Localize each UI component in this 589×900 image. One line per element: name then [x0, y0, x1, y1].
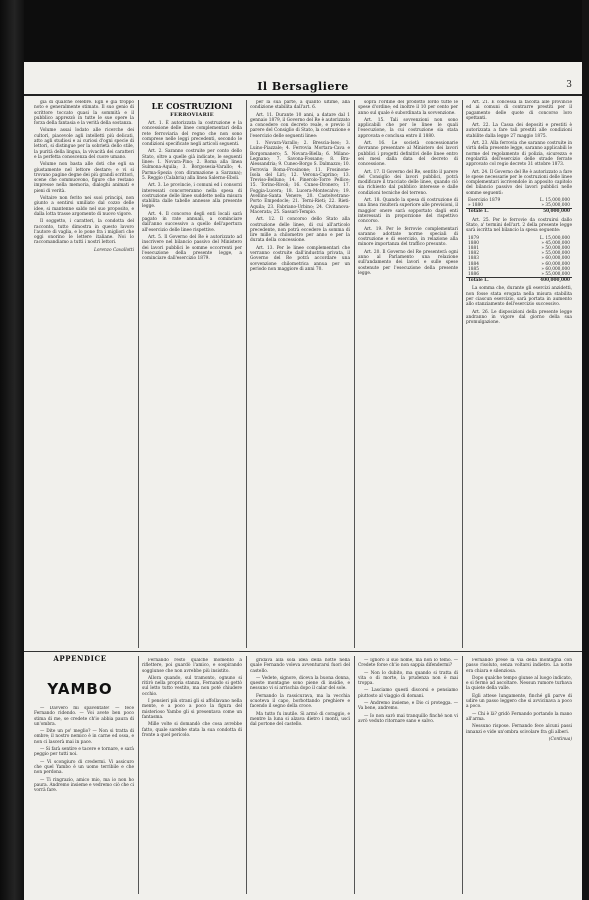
column-1: [34, 100, 134, 648]
column-2-paragraph: Art. 3. Le provincie, i comuni ed i consorzi interessati concorreranno nella spesa di costruzione delle linee suddette nella misura stabilita dalle tabelle annesse alla presente legge.: [142, 183, 242, 210]
column-1-paragraph: Volume assai lodato alle ricerche dei cultori, piacevole agli intelletti più delicati, atto agli studiosi e ai curiosi d'ogni specie di lettori, si distingue per la sobrietà dello stile, la purità della lingua, la vivacità dei caratteri e la perfetta conoscenza del cuore umano.: [34, 128, 134, 160]
table-cell-year: 1880: [468, 240, 479, 246]
serial-paragraph: gridava alla sola idea della notte nella quale Fernando voleva avventurarsi fuori del castello.: [250, 658, 350, 674]
appendix-label: APPENDICE: [53, 654, 107, 663]
continued-note: (Continua): [548, 736, 572, 742]
table-cell-year: 1883: [468, 256, 479, 262]
serial-paragraph: I pensieri più strani gli si affollavano nella mente, e a poco a poco la figura del misterioso Yambo gli si presentava come un fantasma.: [142, 699, 242, 720]
budget-table-a: [466, 198, 572, 215]
table-cell-year: 1881: [468, 245, 479, 251]
column-4-paragraph: Art. 19. Per le ferrovie complementari saranno adottate norme speciali di costruzione e di esercizio, in relazione alla minore importanza del traffico presunto.: [358, 226, 458, 248]
appendix-rule: [24, 651, 582, 652]
serial-paragraph: — Dite un po' meglio? — Non si tratta di ombre; il nostro nemico è in carne ed ossa, e non ci lascerà mai in pace.: [34, 729, 134, 745]
serial-column-5: [466, 658, 572, 894]
column-5-paragraph: Art. 26. Le disposizioni della presente legge andranno in vigore dal giorno della sua promulgazione.: [466, 309, 572, 326]
column-3-paragraph: Art. 12. Il concorso dello Stato alla costruzione delle linee, di cui all'articolo precedente, non potrà eccedere la somma di lire mille a chilometro per anno e per la durata della concessione.: [250, 217, 350, 244]
column-divider: [246, 656, 247, 894]
masthead-rule: [24, 94, 582, 96]
table-cell-amount: » 55,000,000: [541, 251, 570, 257]
column-4-paragraph: Art. 20. Il Governo del Re presenterà ogni anno al Parlamento una relazione sull'andamento dei lavori e sulle spese sostenute per l'esecuzione della presente legge.: [358, 249, 458, 276]
article-subheading: FERROVIARIE: [170, 112, 214, 118]
table-cell-amount: » 60,000,000: [541, 266, 570, 272]
serial-column-3: [250, 658, 350, 894]
book-binding: [0, 0, 24, 900]
table-cell-amount: » 60,000,000: [541, 261, 570, 267]
serial-column-1: [34, 706, 134, 894]
column-divider: [138, 656, 139, 894]
masthead-title: Il Bersagliere: [257, 80, 349, 93]
table-total-value: 400,000,000: [510, 278, 572, 284]
table-cell-year: 1879: [468, 235, 479, 241]
column-4-paragraph: Art. 17. Il Governo del Re, sentito il parere del Consiglio dei lavori pubblici, potrà modificare il tracciato delle linee, quando ciò sia richiesto dal pubblico interesse e dalle condizioni tecniche del terreno.: [358, 169, 458, 196]
serial-paragraph: — Ti ringrazio, amico mio, ma io non ho paura. Andremo insieme e vedremo ciò che ci vorrà fare.: [34, 777, 134, 794]
column-4: [358, 100, 458, 648]
article-heading: LE COSTRUZIONI: [151, 101, 233, 111]
serial-paragraph: — Lasciamo questi discorsi e pensiamo piuttosto al viaggio di domani.: [358, 688, 458, 699]
column-divider: [246, 100, 247, 648]
serial-paragraph: — Vedete, signore, diceva la buona donna, queste montagne sono piene di insidie, e nessuno vi si arrischia dopo il calar del sole.: [250, 675, 350, 692]
column-divider: [354, 656, 355, 894]
table-total-row: [466, 278, 572, 284]
table-cell-year: » 1880: [468, 203, 483, 209]
table-cell-year: Esercizio 1879: [468, 198, 501, 204]
serial-paragraph: Mille volte si domandò che cosa avrebbe fatto, quale sarebbe stata la sua condotta di fronte a quel pericolo.: [142, 722, 242, 738]
column-3-paragraph: 1. Novara-Varallo; 2. Brescia-Iseo; 3. Luino-Piazzale; 4. Ferrovia Mortara-Cava e Borgomanero; 5. Novara-Biella; 6. Milano-Legnano; 7. Savona-Fossano; 8. Bra-Alessandria; 9. Cuneo-Borgo S. Dalmazzo; 10. Ferrovia Roma-Frosinone; 11. Frosinone-Isola del Liri; 12. Verona-Caprino; 13. Treviso-Belluno; 14. Pinerolo-Torre Pellice; 15. Torino-Rivoli; 16. Cuneo-Dronero; 17. Foggia-Lucera; 18. Lucera-Montecalvo; 19. Avellino-Santa Venere; 20. Castelvetrano-Porto Empedocle; 21. Terni-Rieti; 22. Rieti-Aquila; 23. Fabriano-Urbino; 24. Civitanova-Macerata; 25. Sassari-Tempio.: [250, 141, 350, 215]
column-3: [250, 100, 350, 648]
serial-paragraph: — Chi è là? gridò Fernando portando la mano all'arma.: [466, 711, 572, 722]
column-1-paragraph: Volume non basta alle doti che egli sa giustamente nel lettore destare; e vi si trovano pagine degne dei più grandi scrittori, scene che commuovono, figure che restano impresse nella memoria, dialoghi animati e pieni di verità.: [34, 162, 134, 194]
column-1-paragraph: Il soggetto, i caratteri, la condotta del racconto, tutto dimostra in questo lavoro l'autore di vaglia, e lo pone fra i migliori che oggi onorino le lettere italiane. Noi lo raccomandiamo a tutti i nostri lettori.: [34, 219, 134, 246]
table-cell-amount: » 55,000,000: [541, 271, 570, 277]
column-4-paragraph: Art. 15. Tali sovvenzioni non sono applicabili che per le linee le quali l'esecuzione, la cui costruzione sia stata approvata e conclusa entro il 1880.: [358, 117, 458, 139]
table-cell-year: 1884: [468, 261, 479, 267]
table-total-value: 50,000,000: [521, 209, 572, 215]
serial-column-4: [358, 658, 458, 894]
column-1-paragraph: Voltaire non ferito nei suoi principi, non giunto a sentirsi umiliato dal cozzo delle idee, si mantenne saldo nel suo proposito, e dalla lotta trasse argomento di nuovo vigore.: [34, 196, 134, 217]
table-total-row: [466, 209, 572, 215]
column-2: [142, 100, 242, 648]
column-divider: [354, 100, 355, 648]
column-1-paragraph: già di qualche celebre. Egli è già troppo noto e generalmente stimato. Il suo genio di scrittore toccato quasi la sommità e il pubblico apprezzò in tutte le sue opere la forza della fantasia e la verità della sostanza.: [34, 100, 134, 127]
page-top-shadow: [24, 0, 582, 62]
table-cell-year: 1886: [468, 271, 479, 277]
serial-paragraph: Fernando la rassicurava, ma la vecchia scuoteva il capo, borbottando preghiere e facendo il segno della croce.: [250, 693, 350, 710]
serial-paragraph: Egli attese lungamente, finché gli parve di udire un passo leggero che si avvicinava a poco a poco.: [466, 693, 572, 710]
serial-paragraph: — Non lo dubito, ma quando si tratta di vita o di morte, la prudenza non è mai troppa.: [358, 670, 458, 687]
column-3-paragraph: Art. 13. Per le linee complementari che verranno costruite dall'industria privata, il Governo del Re potrà accordare una sovvenzione chilometrica annua per un periodo non maggiore di anni 70.: [250, 245, 350, 272]
serial-title: YAMBO: [47, 680, 113, 698]
table-cell-amount: » 45,000,000: [541, 240, 570, 246]
serial-paragraph: — Io non sarò mai tranquillo finché non vi avrò veduto ritornare sano e salvo.: [358, 713, 458, 724]
newspaper-page: [24, 62, 582, 900]
table-cell-amount: L. 15,000,000: [539, 198, 570, 204]
column-divider: [462, 100, 463, 648]
serial-paragraph: Allora quando, sul tramonto, ognuno si ritirò nella propria stanza, Fernando si gettò sul letto tutto vestito, ma non poté chiudere occhio.: [142, 675, 242, 697]
serial-paragraph: Nessuno rispose. Fernando fece alcuni passi innanzi e vide un'ombra scivolare fra gli alberi.: [466, 724, 572, 735]
table-cell-amount: » 35,000,000: [541, 203, 570, 209]
serial-paragraph: Fernando prese la via della montagna con passo risoluto, senza voltarsi indietro. La notte era chiara e silenziosa.: [466, 658, 572, 674]
serial-paragraph: Fernando restò qualche momento a riflettere, poi guardò l'amico, e sospirando soggiunse che non avrebbe più insistito.: [142, 658, 242, 674]
serial-paragraph: — Ignoro il suo nome, ma non lo temo. — Credete forse ch'io non sappia difendermi?: [358, 658, 458, 669]
column-2-paragraph: Art. 2. Saranno costruite per conto dello Stato, oltre a quelle già indicate, le seguenti linee: 1. Novara-Pino; 2. Roma alla linea Sulmona-Aquila; 3. Borgosesia-Varallo; 4. Parma-Spezia (con diramazione a Sarzana); 5. Reggio (Calabria) alla linea Salerno-Eboli.: [142, 149, 242, 181]
column-5-paragraph: Art. 25. Per le ferrovie da costruirsi dallo Stato, a' termini dell'art. 2 della presente legge sarà iscritta nel bilancio la spesa seguente:: [466, 217, 572, 234]
serial-column-2: [142, 658, 242, 894]
serial-paragraph: — Andremo insieme, e Dio ci protegga. — Va bene, andremo.: [358, 701, 458, 712]
column-divider: [138, 100, 139, 648]
column-4-paragraph: Art. 16. Le società concessionarie dovranno presentare al Ministero dei lavori pubblici i progetti definitivi delle linee entro sei mesi dalla data del decreto di concessione.: [358, 141, 458, 168]
serial-paragraph: Ma tutto fu inutile. Si armò di coraggio, e mentre la luna si alzava dietro i monti, uscì dal portone del castello.: [250, 711, 350, 728]
page-number: 3: [566, 80, 572, 90]
column-2-paragraph: Art. 1. È autorizzata la costruzione e la concessione delle linee complementari della rete ferroviaria del regno che non sono comprese nelle leggi precedenti, secondo le condizioni specificate negli articoli seguenti.: [142, 121, 242, 148]
column-4-paragraph: sopra l'ordine del prodotto lordo tutte le spese d'ordine; ed inoltre il 10 per cento per anno sul quale è subordinata la sovvenzione.: [358, 100, 458, 116]
serial-paragraph: — Si farà sentire e tacere e tornare, e sarà peggio per tutti noi.: [34, 747, 134, 758]
column-3-paragraph: Art. 11. Durante 10 anni, a datare dal 1 gennaio 1879, il Governo del Re è autorizzato a concedere con decreto reale, e previo il parere del Consiglio di Stato, la costruzione e l'esercizio delle seguenti linee:: [250, 112, 350, 139]
table-total-label: Totale L.: [466, 209, 521, 215]
budget-table-b: [466, 236, 572, 284]
column-5-paragraph: Art. 22. La Cassa dei depositi e prestiti è autorizzata a fare tali prestiti alle condizioni stabilite dalla legge 27 maggio 1875.: [466, 123, 572, 139]
column-5: [466, 100, 572, 648]
serial-paragraph: — Vi scongiuro di credermi. Vi assicuro che quel Yambo è un uomo terribile e che non perdona.: [34, 759, 134, 776]
table-cell-amount: L. 15,000,000: [539, 235, 570, 241]
column-5-paragraph: La somma che, durante gli esercizi anzidetti, non fosse stata erogata nella misura stabilita per ciascun esercizio, sarà portata in aumento allo stanziamento dell'esercizio successivo.: [466, 286, 572, 308]
table-cell-year: 1885: [468, 266, 479, 272]
table-cell-amount: » 50,000,000: [541, 245, 570, 251]
column-5-paragraph: Art. 21. È concessa la facoltà alle provincie ed ai comuni di contrarre prestiti per il pagamento delle quote di concorso loro spettanti.: [466, 100, 572, 121]
column-2-paragraph: Art. 5. Il Governo del Re è autorizzato ad inscrivere nel bilancio passivo del Ministero dei lavori pubblici le somme occorrenti per l'esecuzione della presente legge, a cominciare dall'esercizio 1879.: [142, 234, 242, 262]
column-divider: [462, 656, 463, 894]
table-total-label: Totale L.: [466, 278, 510, 284]
table-cell-year: 1882: [468, 251, 479, 257]
column-1-signature: Lorenzo Cavallotti: [93, 247, 134, 253]
column-3-paragraph: per la sua parte, a quanto ultime, alla condizione stabilita dall'art. 6.: [250, 100, 350, 111]
serial-paragraph: — Davvero mi spaventate! — fece Fernando ridendo. — Voi avete ben poco stima di me, se credete ch'io abbia paura di un'ombra.: [34, 706, 134, 727]
column-5-paragraph: Art. 24. Il Governo del Re è autorizzato a fare le spese necessarie per le costruzioni delle linee complementari iscrivendole in apposito capitolo del bilancio passivo dei lavori pubblici nelle somme seguenti:: [466, 169, 572, 196]
column-5-paragraph: Art. 23. Alla ferrovia che saranno costruite in virtù della presente legge, saranno applicabili le norme del regolamento di polizia, sicurezza e regolarità dell'esercizio delle strade ferrate approvato col regio decreto 31 ottobre 1873.: [466, 141, 572, 168]
column-2-paragraph: Art. 4. Il concorso degli enti locali sarà pagato in rate annuali, a cominciare dall'anno successivo a quello dell'apertura all'esercizio delle linee rispettive.: [142, 211, 242, 233]
column-4-paragraph: Art. 18. Quando la spesa di costruzione di una linea risulterà superiore alle previsioni, il maggior onere sarà sopportato dagli enti interessati in proporzione del rispettivo concorso.: [358, 198, 458, 225]
table-cell-amount: » 60,000,000: [541, 256, 570, 262]
serial-paragraph: Dopo qualche tempo giunse al luogo indicato, e si fermò ad ascoltare. Nessun rumore turbava la quiete della valle.: [466, 675, 572, 692]
